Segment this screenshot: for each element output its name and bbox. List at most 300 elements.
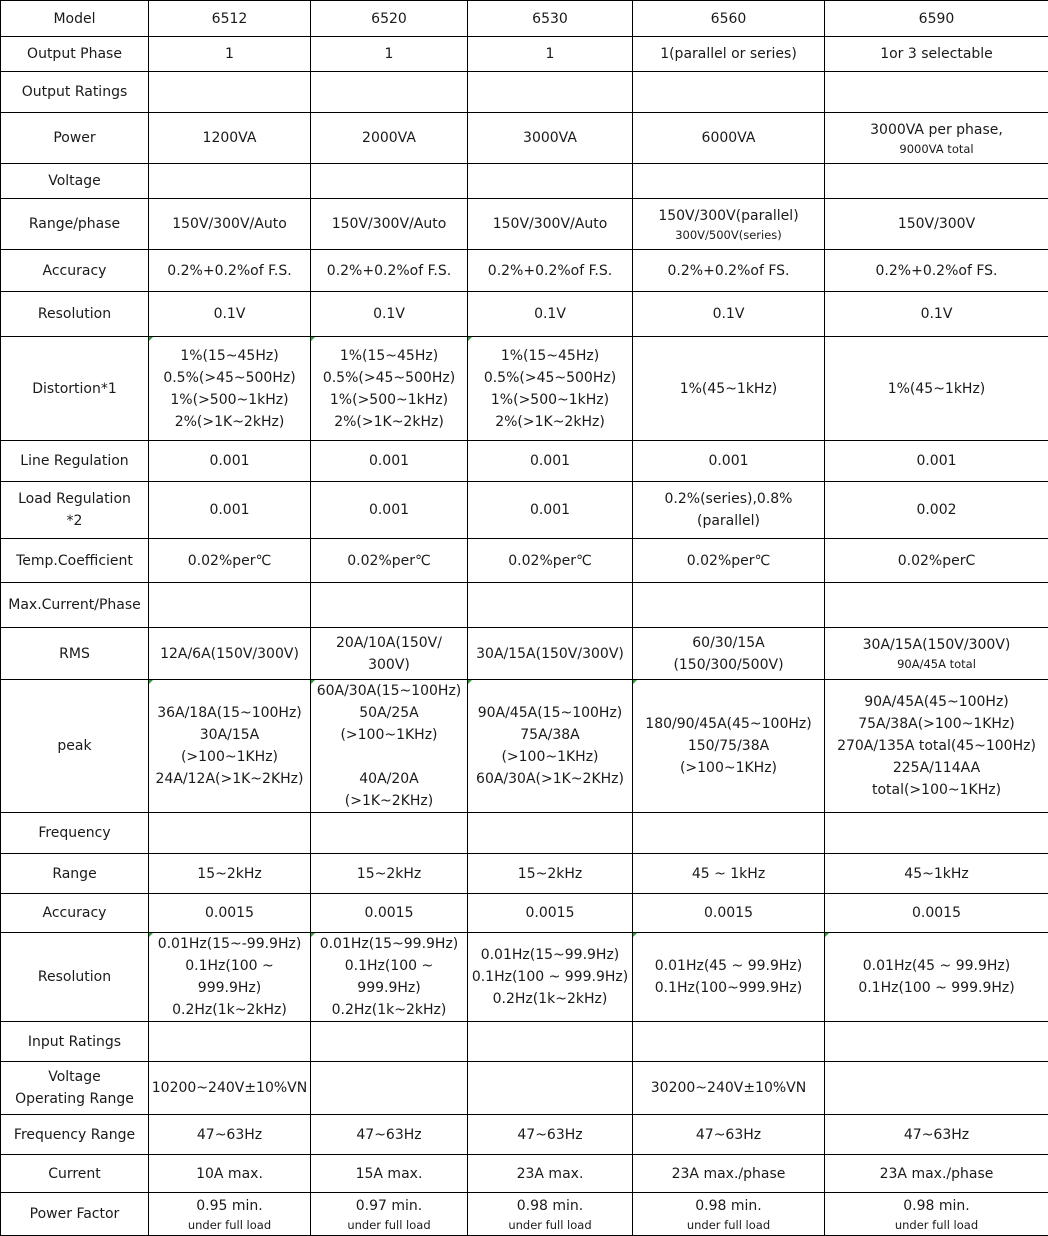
cell-text-line: 0.0015: [469, 902, 631, 924]
spec-value-cell: [633, 1115, 825, 1155]
spec-value-cell: [311, 72, 468, 113]
spec-value-cell: [468, 1022, 633, 1062]
table-row: [1, 72, 1048, 113]
cell-text-line: 150V/300V/Auto: [312, 213, 466, 235]
cell-text-line: 30A/15A(150V/300V): [826, 634, 1047, 656]
cell-text-line: 0.01Hz(15~99.9Hz): [312, 933, 466, 955]
spec-value-cell: [633, 854, 825, 894]
cell-text-line: 6530: [469, 8, 631, 30]
cell-text-line: 150V/300V/Auto: [469, 213, 631, 235]
cell-text-line: 1200VA: [150, 127, 309, 149]
table-row: [1, 37, 1048, 72]
cell-text-line: 75A/38A(>100~1KHz): [826, 713, 1047, 735]
spec-value-cell: [825, 1155, 1048, 1193]
cell-text-line: 0.0015: [312, 902, 466, 924]
cell-text-line: 0.2Hz(1k~2kHz): [469, 988, 631, 1010]
spec-value-cell: [149, 337, 311, 441]
spec-value-cell: [825, 113, 1048, 164]
spec-value-cell: [633, 1193, 825, 1236]
spec-value-cell: [311, 854, 468, 894]
spec-value-cell: [468, 482, 633, 539]
row-label-cell: [1, 813, 149, 854]
cell-text-line: 0.2%+0.2%of FS.: [826, 260, 1047, 282]
cell-text-line: 60A/30A(>1K~2KHz): [469, 768, 631, 790]
spec-value-cell: [633, 1155, 825, 1193]
spec-value-cell: [149, 482, 311, 539]
table-row: [1, 441, 1048, 482]
spec-value-cell: [825, 854, 1048, 894]
row-label-cell: [1, 628, 149, 680]
cell-text-line: 150V/300V(parallel): [634, 205, 823, 227]
spec-value-cell: [468, 250, 633, 292]
spec-value-cell: [468, 1193, 633, 1236]
spec-value-cell: [311, 482, 468, 539]
cell-text-line: 6512: [150, 8, 309, 30]
cell-text-line: 15A max.: [312, 1163, 466, 1185]
cell-text-line: 6520: [312, 8, 466, 30]
table-row: [1, 1022, 1048, 1062]
spec-value-cell: [825, 1022, 1048, 1062]
cell-text-line: 24A/12A(>1K~2KHz): [150, 768, 309, 790]
table-row: [1, 482, 1048, 539]
cell-text-line: 10200~240V±10%VN: [150, 1077, 309, 1099]
cell-text-line: 6590: [826, 8, 1047, 30]
spec-value-cell: [149, 854, 311, 894]
spec-value-cell: [149, 199, 311, 250]
cell-text-line: 0.02%per℃: [634, 550, 823, 572]
cell-text-line: 1or 3 selectable: [826, 43, 1047, 65]
cell-text-line: 6000VA: [634, 127, 823, 149]
cell-text-line: 0.002: [826, 499, 1047, 521]
cell-text-line: 0.1V: [150, 303, 309, 325]
cell-text-line: 2%(>1K~2kHz): [469, 411, 631, 433]
cell-text-line: (>100~1KHz): [150, 746, 309, 768]
cell-text-line: 0.02%per℃: [312, 550, 466, 572]
spec-value-cell: [311, 628, 468, 680]
cell-text-line: (>100~1KHz): [634, 757, 823, 779]
cell-text-line: 0.001: [469, 499, 631, 521]
spec-value-cell: [633, 199, 825, 250]
cell-text-line: 90A/45A(45~100Hz): [826, 691, 1047, 713]
row-label-cell: [1, 1115, 149, 1155]
spec-value-cell: [311, 1062, 468, 1115]
spec-value-cell: [633, 37, 825, 72]
row-label-line: Resolution: [2, 303, 147, 325]
table-row: [1, 164, 1048, 199]
cell-text-line: 2%(>1K~2kHz): [312, 411, 466, 433]
spec-value-cell: [633, 72, 825, 113]
row-label-line: Temp.Coefficient: [2, 550, 147, 572]
cell-text-line: 3000VA: [469, 127, 631, 149]
row-label-line: Voltage: [2, 1066, 147, 1088]
cell-text-line: 0.0015: [150, 902, 309, 924]
row-label-cell: [1, 1062, 149, 1115]
cell-text-line: (parallel): [634, 510, 823, 532]
cell-text-line: 47~63Hz: [469, 1124, 631, 1146]
spec-value-cell: [149, 1062, 311, 1115]
spec-value-cell: [468, 37, 633, 72]
spec-value-cell: [633, 680, 825, 813]
row-label-cell: [1, 1155, 149, 1193]
spec-value-cell: [311, 1022, 468, 1062]
row-label-line: Input Ratings: [2, 1031, 147, 1053]
row-label-line: Max.Current/Phase: [2, 594, 147, 616]
row-label-line: Model: [2, 8, 147, 30]
cell-text-line: 0.5%(>45~500Hz): [469, 367, 631, 389]
cell-text-line: 225A/114AA: [826, 757, 1047, 779]
row-label-cell: [1, 337, 149, 441]
cell-text-line: 15~2kHz: [312, 863, 466, 885]
spec-value-cell: [468, 72, 633, 113]
row-label-line: Line Regulation: [2, 450, 147, 472]
cell-text-line: 1%(>500~1kHz): [312, 389, 466, 411]
table-row: [1, 894, 1048, 933]
spec-value-cell: [825, 933, 1048, 1022]
cell-text-line: 12A/6A(150V/300V): [150, 643, 309, 665]
spec-value-cell: [311, 337, 468, 441]
cell-text-line: 40A/20A: [312, 768, 466, 790]
spec-value-cell: [149, 539, 311, 583]
cell-text-line: 0.1Hz(100 ~ 999.9Hz): [826, 977, 1047, 999]
spec-value-cell: [311, 441, 468, 482]
spec-value-cell: [149, 933, 311, 1022]
cell-text-line: 50A/25A: [312, 702, 466, 724]
spec-value-cell: [149, 894, 311, 933]
cell-text-line: (150/300/500V): [634, 654, 823, 676]
cell-text-line: 1: [469, 43, 631, 65]
spec-value-cell: [825, 583, 1048, 628]
cell-text-line: 0.01Hz(45 ~ 99.9Hz): [634, 955, 823, 977]
cell-text-line: (>1K~2KHz): [312, 790, 466, 812]
row-label-line: *2: [2, 510, 147, 532]
spec-value-cell: [468, 680, 633, 813]
cell-text-line: 999.9Hz): [150, 977, 309, 999]
spec-value-cell: [149, 292, 311, 337]
cell-text-line: 45 ~ 1kHz: [634, 863, 823, 885]
cell-text-line: 0.001: [150, 499, 309, 521]
table-row: [1, 1, 1048, 37]
spec-value-cell: [825, 337, 1048, 441]
cell-text-line: 45~1kHz: [826, 863, 1047, 885]
cell-text-line: 999.9Hz): [312, 977, 466, 999]
spec-value-cell: [149, 1155, 311, 1193]
spec-value-cell: [149, 72, 311, 113]
spec-value-cell: [633, 933, 825, 1022]
row-label-cell: [1, 164, 149, 199]
spec-value-cell: [825, 628, 1048, 680]
spec-value-cell: [468, 933, 633, 1022]
spec-value-cell: [149, 1193, 311, 1236]
spec-value-cell: [633, 164, 825, 199]
cell-text-line: 1%(45~1kHz): [634, 378, 823, 400]
spec-value-cell: [633, 1022, 825, 1062]
spec-value-cell: [311, 199, 468, 250]
spec-value-cell: [149, 37, 311, 72]
spec-value-cell: [149, 1022, 311, 1062]
cell-text-line: 150V/300V/Auto: [150, 213, 309, 235]
cell-text-line: 1%(15~45Hz): [150, 345, 309, 367]
row-label-cell: [1, 854, 149, 894]
spec-value-cell: [149, 628, 311, 680]
cell-text-line: 60/30/15A: [634, 632, 823, 654]
spec-value-cell: [633, 482, 825, 539]
cell-subtext: 300V/500V(series): [634, 227, 823, 244]
spec-value-cell: [825, 1115, 1048, 1155]
table-row: [1, 628, 1048, 680]
spec-value-cell: [825, 1193, 1048, 1236]
cell-text-line: 1%(>500~1kHz): [150, 389, 309, 411]
row-label-line: Output Ratings: [2, 81, 147, 103]
row-label-line: RMS: [2, 643, 147, 665]
cell-text-line: 30A/15A(150V/300V): [469, 643, 631, 665]
cell-text-line: 0.1V: [469, 303, 631, 325]
cell-text-line: 0.5%(>45~500Hz): [312, 367, 466, 389]
cell-subtext: under full load: [150, 1217, 309, 1234]
row-label-cell: [1, 680, 149, 813]
cell-text-line: 23A max./phase: [826, 1163, 1047, 1185]
spec-value-cell: [825, 680, 1048, 813]
spec-value-cell: [468, 1, 633, 37]
cell-text-line: 0.2Hz(1k~2kHz): [312, 999, 466, 1021]
cell-text-line: 15~2kHz: [150, 863, 309, 885]
cell-text-line: 0.02%per℃: [150, 550, 309, 572]
row-label-cell: [1, 482, 149, 539]
spec-value-cell: [311, 37, 468, 72]
row-label-line: Accuracy: [2, 260, 147, 282]
cell-text-line: 23A max.: [469, 1163, 631, 1185]
row-label-line: Resolution: [2, 966, 147, 988]
cell-text-line: 0.2%(series),0.8%: [634, 488, 823, 510]
cell-text-line: 1%(>500~1kHz): [469, 389, 631, 411]
cell-text-line: 47~63Hz: [150, 1124, 309, 1146]
cell-text-line: 0.98 min.: [469, 1195, 631, 1217]
cell-text-line: 47~63Hz: [634, 1124, 823, 1146]
spec-value-cell: [825, 1, 1048, 37]
cell-text-line: 20A/10A(150V/: [312, 632, 466, 654]
cell-text-line: 180/90/45A(45~100Hz): [634, 713, 823, 735]
spec-value-cell: [311, 539, 468, 583]
spec-value-cell: [633, 441, 825, 482]
spec-value-cell: [633, 583, 825, 628]
spec-value-cell: [311, 1155, 468, 1193]
cell-text-line: (>100~1KHz): [312, 724, 466, 746]
cell-text-line: 1%(45~1kHz): [826, 378, 1047, 400]
spec-value-cell: [149, 1, 311, 37]
spec-value-cell: [633, 813, 825, 854]
spec-value-cell: [311, 292, 468, 337]
spec-value-cell: [825, 482, 1048, 539]
row-label-line: Range: [2, 863, 147, 885]
spec-value-cell: [149, 583, 311, 628]
cell-text-line: 0.0015: [826, 902, 1047, 924]
spec-value-cell: [633, 894, 825, 933]
spec-value-cell: [311, 1, 468, 37]
spec-value-cell: [825, 292, 1048, 337]
spec-value-cell: [311, 813, 468, 854]
row-label-line: Frequency: [2, 822, 147, 844]
cell-text-line: 47~63Hz: [312, 1124, 466, 1146]
spec-value-cell: [633, 250, 825, 292]
cell-text-line: 60A/30A(15~100Hz): [312, 680, 466, 702]
cell-text-line: 1%(15~45Hz): [469, 345, 631, 367]
cell-text-line: 150/75/38A: [634, 735, 823, 757]
cell-text-line: 30A/15A: [150, 724, 309, 746]
table-row: [1, 539, 1048, 583]
cell-text-line: 1: [312, 43, 466, 65]
cell-text-line: 0.1V: [634, 303, 823, 325]
row-label-line: Power Factor: [2, 1203, 147, 1225]
spec-value-cell: [311, 933, 468, 1022]
row-label-line: Voltage: [2, 170, 147, 192]
spec-value-cell: [311, 680, 468, 813]
spec-value-cell: [468, 164, 633, 199]
cell-text-line: 10A max.: [150, 1163, 309, 1185]
table-row: [1, 337, 1048, 441]
table-row: [1, 199, 1048, 250]
cell-text-line: 1%(15~45Hz): [312, 345, 466, 367]
spec-value-cell: [311, 583, 468, 628]
row-label-line: Operating Range: [2, 1088, 147, 1110]
row-label-cell: [1, 933, 149, 1022]
spec-value-cell: [149, 250, 311, 292]
table-row: [1, 113, 1048, 164]
cell-text-line: 15~2kHz: [469, 863, 631, 885]
spec-value-cell: [468, 854, 633, 894]
spec-value-cell: [149, 441, 311, 482]
cell-text-line: 90A/45A(15~100Hz): [469, 702, 631, 724]
row-label-line: peak: [2, 735, 147, 757]
table-row: [1, 1062, 1048, 1115]
cell-text-line: 0.97 min.: [312, 1195, 466, 1217]
spec-value-cell: [468, 813, 633, 854]
spec-value-cell: [825, 37, 1048, 72]
table-row: [1, 583, 1048, 628]
cell-text-line: 0.2%+0.2%of F.S.: [150, 260, 309, 282]
table-row: [1, 250, 1048, 292]
cell-text-line: [312, 746, 466, 768]
row-label-cell: [1, 583, 149, 628]
spec-value-cell: [468, 628, 633, 680]
spec-value-cell: [633, 292, 825, 337]
cell-subtext: under full load: [826, 1217, 1047, 1234]
row-label-line: Accuracy: [2, 902, 147, 924]
row-label-line: Power: [2, 127, 147, 149]
cell-text-line: 0.01Hz(45 ~ 99.9Hz): [826, 955, 1047, 977]
spec-value-cell: [311, 250, 468, 292]
spec-table-body: [1, 1, 1048, 1236]
row-label-cell: [1, 72, 149, 113]
cell-text-line: 0.01Hz(15~-99.9Hz): [150, 933, 309, 955]
cell-text-line: 0.95 min.: [150, 1195, 309, 1217]
spec-value-cell: [633, 337, 825, 441]
row-label-line: Load Regulation: [2, 488, 147, 510]
cell-text-line: 0.1Hz(100 ~: [312, 955, 466, 977]
row-label-cell: [1, 539, 149, 583]
cell-text-line: 0.001: [826, 450, 1047, 472]
cell-text-line: 0.2%+0.2%of F.S.: [469, 260, 631, 282]
cell-text-line: total(>100~1KHz): [826, 779, 1047, 801]
cell-text-line: (>100~1KHz): [469, 746, 631, 768]
spec-value-cell: [825, 164, 1048, 199]
cell-text-line: 0.1Hz(100 ~ 999.9Hz): [469, 966, 631, 988]
cell-text-line: 0.02%per℃: [469, 550, 631, 572]
spec-value-cell: [633, 1062, 825, 1115]
row-label-cell: [1, 113, 149, 164]
spec-value-cell: [825, 72, 1048, 113]
spec-value-cell: [311, 164, 468, 199]
cell-text-line: 0.001: [469, 450, 631, 472]
spec-value-cell: [149, 680, 311, 813]
cell-subtext: 90A/45A total: [826, 656, 1047, 673]
spec-value-cell: [633, 1, 825, 37]
spec-value-cell: [825, 813, 1048, 854]
spec-value-cell: [825, 199, 1048, 250]
spec-value-cell: [825, 441, 1048, 482]
cell-text-line: 1(parallel or series): [634, 43, 823, 65]
spec-value-cell: [311, 113, 468, 164]
row-label-cell: [1, 199, 149, 250]
spec-value-cell: [468, 1115, 633, 1155]
cell-text-line: 0.1Hz(100 ~: [150, 955, 309, 977]
cell-text-line: 23A max./phase: [634, 1163, 823, 1185]
spec-value-cell: [311, 894, 468, 933]
row-label-cell: [1, 292, 149, 337]
row-label-cell: [1, 1022, 149, 1062]
cell-text-line: 2000VA: [312, 127, 466, 149]
table-row: [1, 1193, 1048, 1236]
table-row: [1, 854, 1048, 894]
spec-value-cell: [825, 1062, 1048, 1115]
cell-text-line: 150V/300V: [826, 213, 1047, 235]
cell-text-line: 0.02%perC: [826, 550, 1047, 572]
cell-text-line: 0.1V: [826, 303, 1047, 325]
cell-text-line: 36A/18A(15~100Hz): [150, 702, 309, 724]
spec-value-cell: [825, 250, 1048, 292]
cell-text-line: 6560: [634, 8, 823, 30]
spec-value-cell: [468, 337, 633, 441]
cell-text-line: 270A/135A total(45~100Hz): [826, 735, 1047, 757]
spec-value-cell: [468, 583, 633, 628]
spec-value-cell: [825, 539, 1048, 583]
cell-text-line: 1: [150, 43, 309, 65]
cell-text-line: 0.5%(>45~500Hz): [150, 367, 309, 389]
cell-text-line: 75A/38A: [469, 724, 631, 746]
cell-text-line: 2%(>1K~2kHz): [150, 411, 309, 433]
cell-subtext: under full load: [469, 1217, 631, 1234]
table-row: [1, 680, 1048, 813]
row-label-cell: [1, 37, 149, 72]
cell-text-line: 0.01Hz(15~99.9Hz): [469, 944, 631, 966]
spec-value-cell: [468, 292, 633, 337]
row-label-line: Current: [2, 1163, 147, 1185]
spec-value-cell: [468, 441, 633, 482]
table-row: [1, 933, 1048, 1022]
cell-text-line: 0.98 min.: [634, 1195, 823, 1217]
row-label-line: Range/phase: [2, 213, 147, 235]
spec-value-cell: [468, 894, 633, 933]
cell-text-line: 0.001: [312, 450, 466, 472]
spec-value-cell: [468, 199, 633, 250]
spec-value-cell: [633, 539, 825, 583]
cell-text-line: 0.001: [312, 499, 466, 521]
table-row: [1, 292, 1048, 337]
table-row: [1, 813, 1048, 854]
cell-text-line: 3000VA per phase,: [826, 119, 1047, 141]
cell-text-line: 0.2Hz(1k~2kHz): [150, 999, 309, 1021]
cell-subtext: 9000VA total: [826, 141, 1047, 158]
row-label-cell: [1, 1, 149, 37]
row-label-cell: [1, 1193, 149, 1236]
